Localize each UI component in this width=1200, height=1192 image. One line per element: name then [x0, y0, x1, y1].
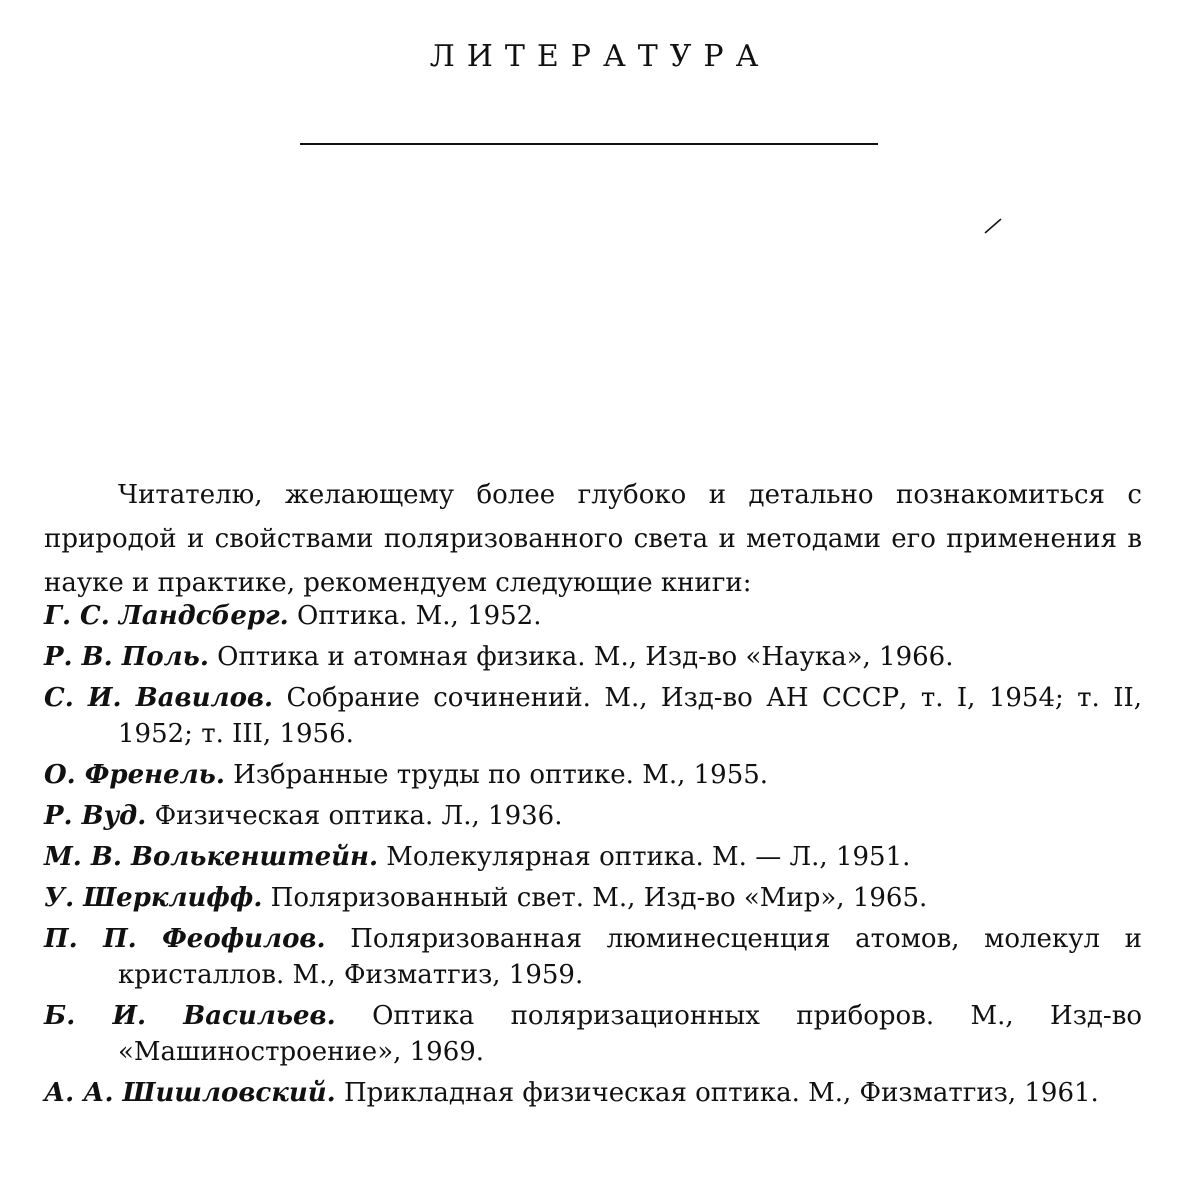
reference-item	[44, 998, 1142, 1070]
reference-text: Поляризованный свет. М., Изд-во «Мир», 1965.	[270, 883, 928, 913]
intro-paragraph: Читателю, желающему более глубоко и детально познакомиться с природой и свойствами поляризованного света и методами его применения в науке и практике, рекомендуем следующие книги:	[44, 480, 1142, 598]
stray-mark	[984, 218, 1002, 234]
reference-text: Оптика и атомная физика. М., Изд-во «Наука», 1966.	[217, 642, 954, 672]
reference-text: Оптика поляризационных приборов. М., Изд-во «Машиностроение», 1969.	[118, 1001, 1142, 1067]
reference-text: Избранные труды по оптике. М., 1955.	[233, 760, 769, 790]
page-title: ЛИТЕРАТУРА	[429, 39, 771, 74]
title-rule	[300, 143, 878, 145]
reference-item	[44, 598, 1142, 634]
reference-author: Г. С. Ландсберг.	[44, 601, 289, 631]
reference-text: Оптика. М., 1952.	[297, 601, 542, 631]
reference-list	[44, 598, 1142, 1116]
reference-author: М. В. Волькенштейн.	[44, 842, 379, 872]
reference-author: А. А. Шишловский.	[44, 1078, 336, 1108]
reference-item	[44, 921, 1142, 993]
reference-item	[44, 680, 1142, 752]
reference-item	[44, 798, 1142, 834]
reference-author: У. Шерклифф.	[44, 883, 263, 913]
reference-item	[44, 639, 1142, 675]
reference-author: Р. Вуд.	[44, 801, 147, 831]
reference-item	[44, 757, 1142, 793]
reference-author: С. И. Вавилов.	[44, 683, 274, 713]
reference-text: Физическая оптика. Л., 1936.	[154, 801, 563, 831]
reference-author: О. Френель.	[44, 760, 225, 790]
reference-author: Р. В. Поль.	[44, 642, 209, 672]
reference-author: П. П. Феофилов.	[44, 924, 326, 954]
reference-text: Молекулярная оптика. М. — Л., 1951.	[386, 842, 911, 872]
reference-item	[44, 880, 1142, 916]
reference-text: Поляризованная люминесценция атомов, молекул и кристаллов. М., Физматгиз, 1959.	[118, 924, 1142, 990]
reference-item	[44, 839, 1142, 875]
reference-author: Б. И. Васильев.	[44, 1001, 336, 1031]
reference-text: Собрание сочинений. М., Изд-во АН СССР, т. I, 1954; т. II, 1952; т. III, 1956.	[118, 683, 1143, 749]
reference-item	[44, 1075, 1142, 1111]
reference-text: Прикладная физическая оптика. М., Физматгиз, 1961.	[343, 1078, 1099, 1108]
